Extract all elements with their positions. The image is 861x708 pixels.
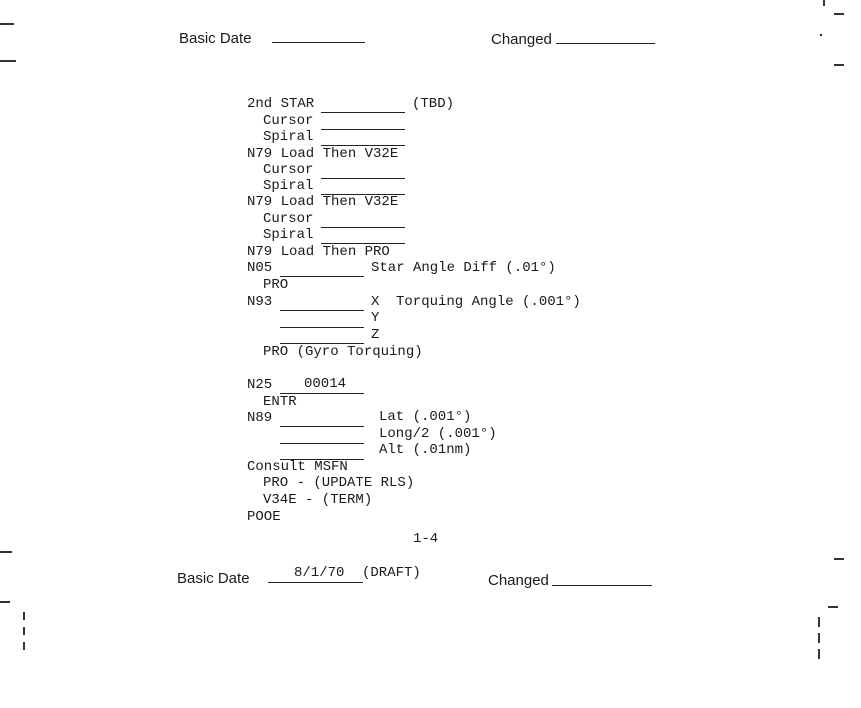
n93-z-label: Z <box>371 327 380 343</box>
trim-mark <box>834 13 844 15</box>
pro-update-line: PRO - (UPDATE RLS) <box>263 475 415 491</box>
cursor-label-2: Cursor <box>263 162 314 178</box>
trim-mark <box>820 34 822 36</box>
trim-mark <box>823 0 825 6</box>
n79-v32e-line-1: N79 Load Then V32E <box>247 146 399 162</box>
trim-mark <box>818 617 820 627</box>
footer-changed-label: Changed <box>488 572 549 589</box>
pro-gyro-line: PRO (Gyro Torquing) <box>263 344 423 360</box>
n89-alt-label: Alt (.01nm) <box>379 442 472 458</box>
trim-mark <box>834 558 844 560</box>
footer-basic-date-blank <box>268 582 363 583</box>
trim-mark <box>0 23 14 25</box>
n89-long-blank <box>280 443 364 444</box>
n89-lat-blank <box>280 426 364 427</box>
n05-description: Star Angle Diff (.01°) <box>371 260 556 276</box>
spiral-label-2: Spiral <box>263 178 314 194</box>
trim-mark <box>818 649 820 659</box>
footer-draft-note: (DRAFT) <box>362 565 421 581</box>
entr-line: ENTR <box>263 394 297 410</box>
spiral-label-3: Spiral <box>263 227 314 243</box>
n93-x-label: X <box>371 294 380 310</box>
footer-changed-blank <box>552 585 652 586</box>
pro-line-1: PRO <box>263 277 289 293</box>
cursor-blank-2 <box>321 178 405 179</box>
n93-y-blank <box>280 327 364 328</box>
star2-label: 2nd STAR <box>247 96 315 112</box>
v34e-term-line: V34E - (TERM) <box>263 492 373 508</box>
trim-mark <box>834 64 844 66</box>
header-changed-blank <box>556 43 655 44</box>
n25-label: N25 <box>247 377 273 393</box>
n05-label: N05 <box>247 260 273 276</box>
trim-mark <box>0 601 10 603</box>
star2-blank <box>321 112 405 113</box>
n89-long-label: Long/2 (.001°) <box>379 426 497 442</box>
n93-x-blank <box>280 310 364 311</box>
trim-mark <box>23 612 25 620</box>
n79-pro-line: N79 Load Then PRO <box>247 244 390 260</box>
header-basic-date-label: Basic Date <box>179 30 252 47</box>
cursor-label-3: Cursor <box>263 211 314 227</box>
n93-x-description: Torquing Angle (.001°) <box>396 294 581 310</box>
n93-y-label: Y <box>371 310 380 326</box>
trim-mark <box>818 633 820 643</box>
consult-msfn-line: Consult MSFN <box>247 459 348 475</box>
footer-basic-date-label: Basic Date <box>177 570 250 587</box>
pooe-line: POOE <box>247 509 281 525</box>
cursor-label-1: Cursor <box>263 113 314 129</box>
n89-lat-label: Lat (.001°) <box>379 409 472 425</box>
n25-value: 00014 <box>304 376 347 392</box>
cursor-blank-3 <box>321 227 405 228</box>
trim-mark <box>23 627 25 635</box>
trim-mark <box>0 60 16 62</box>
trim-mark <box>23 642 25 650</box>
cursor-blank-1 <box>321 129 405 130</box>
trim-mark <box>0 551 12 553</box>
n79-v32e-line-2: N79 Load Then V32E <box>247 194 399 210</box>
trim-mark <box>828 606 838 608</box>
n05-blank <box>280 276 364 277</box>
footer-basic-date-value: 8/1/70 <box>294 565 345 581</box>
star2-note: (TBD) <box>412 96 455 112</box>
n89-label: N89 <box>247 410 273 426</box>
header-basic-date-blank <box>272 42 365 43</box>
n93-label: N93 <box>247 294 273 310</box>
header-changed-label: Changed <box>491 31 552 48</box>
spiral-label-1: Spiral <box>263 129 314 145</box>
page-number: 1-4 <box>413 531 439 547</box>
